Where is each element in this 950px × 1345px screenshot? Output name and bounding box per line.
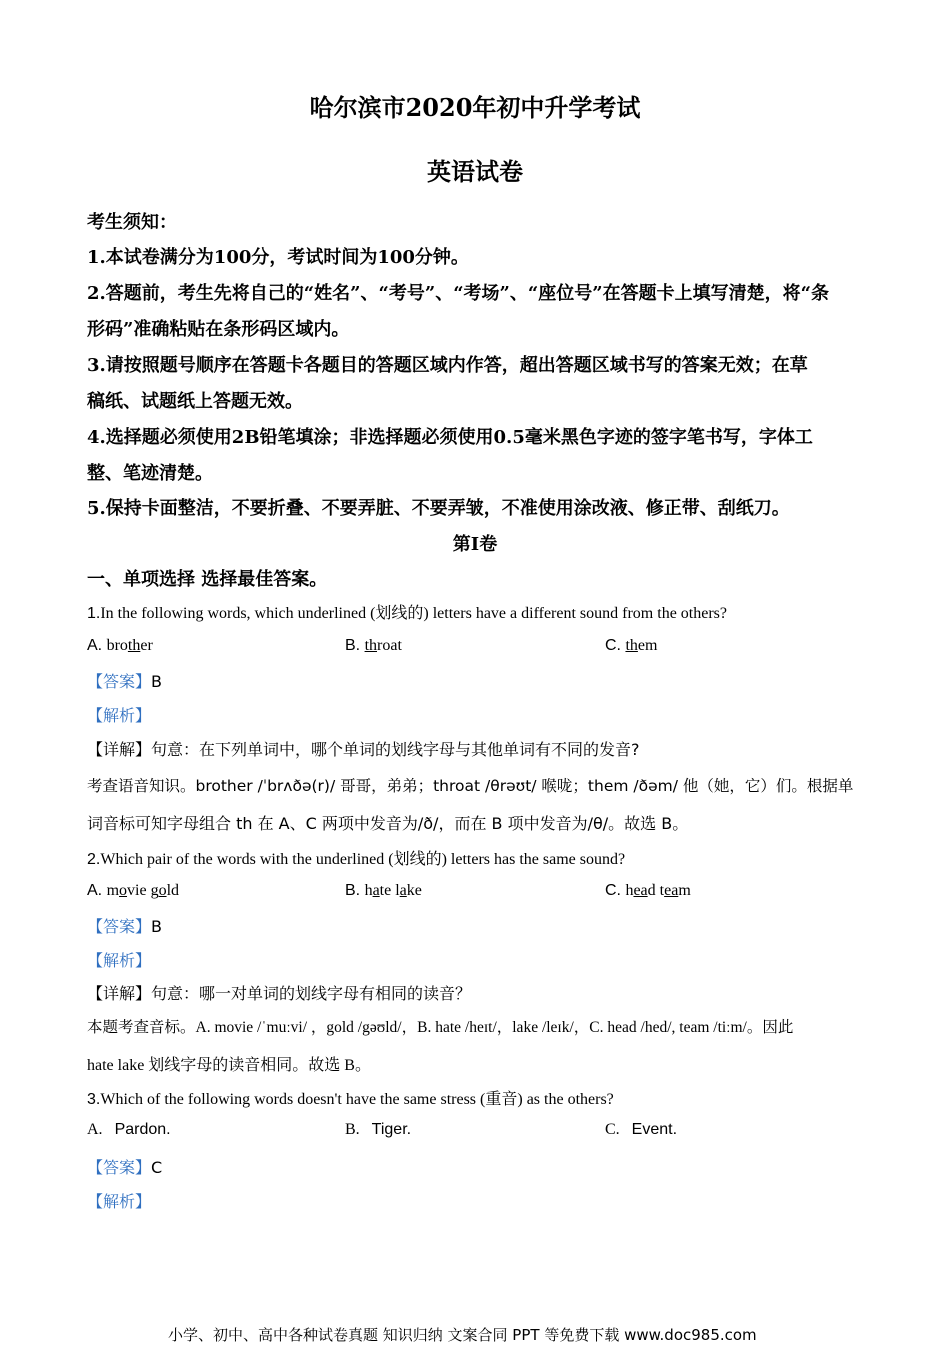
q1-analysis-tag: 【解析】	[87, 706, 152, 725]
exam-title: 哈尔滨市2020年初中升学考试	[309, 93, 641, 122]
q1-option-a: A. brother	[87, 637, 153, 654]
question-2	[87, 846, 625, 869]
question-text: Which pair of the words with the underlined (划线的) letters has the same sound?	[100, 851, 626, 868]
q3-analysis-tag: 【解析】	[87, 1192, 152, 1211]
q2-explanation-1: 本题考查音标。A. movie /ˈmuːvi/ ，gold /gəʊld/，B. hate /heɪt/，lake /leɪk/，C. head /hed/, team /tiːm/。因此	[87, 1019, 794, 1036]
question-number: 1.	[87, 605, 101, 622]
q1-answer: 【答案】B	[87, 672, 162, 691]
notice-item-2: 2.答题前，考生先将自己的“姓名”、“考号”、“考场”、“座位号”在答题卡上填写清楚，将“条	[87, 283, 829, 304]
q3-option-c: C. Event.	[605, 1121, 678, 1138]
footer-link-text[interactable]: 小学、初中、高中各种试卷真题 知识归纳 文案合同 PPT 等免费下载 www.doc985.com	[168, 1326, 757, 1344]
question-text: Which of the following words doesn't have the same stress (重音) as the others?	[100, 1091, 614, 1108]
q2-option-b: B. hate lake	[345, 882, 422, 899]
q3-option-b: B. Tiger.	[345, 1121, 412, 1138]
notice-item-1: 1.本试卷满分为100分，考试时间为100分钟。	[87, 247, 469, 268]
notice-item-3: 3.请按照题号顺序在答题卡各题目的答题区域内作答，超出答题区域书写的答案无效；在草	[87, 355, 808, 376]
q1-option-b: B. throat	[345, 637, 402, 654]
q1-option-c: C. them	[605, 637, 658, 654]
notice-item-5: 5.保持卡面整洁，不要折叠、不要弄脏、不要弄皱，不准使用涂改液、修正带、刮纸刀。	[87, 498, 790, 519]
notice-item-4: 4.选择题必须使用2B铅笔填涂；非选择题必须使用0.5毫米黑色字迹的签字笔书写，字体工	[87, 427, 813, 448]
q1-answer-value: B	[151, 672, 162, 691]
question-text: In the following words, which underlined (划线的) letters have a different sound from the others?	[100, 605, 727, 622]
question-number: 3.	[87, 1091, 101, 1108]
volume-heading: 第Ⅰ卷	[452, 534, 498, 555]
q1-explanation-2: 词音标可知字母组合 th 在 A、C 两项中发音为/ð/，而在 B 项中发音为/θ/。故选 B。	[87, 814, 689, 833]
question-number: 2.	[87, 851, 101, 868]
notice-item-4-cont: 整、笔迹清楚。	[87, 463, 213, 484]
q2-explanation-2: hate lake 划线字母的读音相同。故选 B。	[87, 1057, 371, 1074]
q2-option-a: A. movie gold	[87, 882, 180, 899]
question-3	[87, 1086, 614, 1109]
question-1	[87, 600, 727, 623]
q1-explanation-1: 考查语音知识。brother /ˈbrʌðə(r)/ 哥哥，弟弟；throat /θrəʊt/ 喉咙；them /ðəm/ 他（她，它）们。根据单	[87, 777, 854, 795]
q2-answer-value: B	[151, 917, 162, 936]
q2-answer: 【答案】B	[87, 917, 162, 936]
notice-heading: 考生须知：	[87, 212, 177, 233]
q3-answer: 【答案】C	[87, 1158, 163, 1177]
q2-analysis-tag: 【解析】	[87, 951, 152, 970]
notice-item-2-cont: 形码”准确粘贴在条形码区域内。	[87, 319, 350, 340]
q3-option-a: A. Pardon.	[87, 1121, 171, 1138]
notice-item-3-cont: 稿纸、试题纸上答题无效。	[87, 391, 303, 412]
q3-answer-value: C	[151, 1158, 163, 1177]
part-heading: 一、单项选择 选择最佳答案。	[87, 569, 328, 590]
q2-option-c: C. head team	[605, 882, 691, 899]
q1-detail: 【详解】句意：在下列单词中，哪个单词的划线字母与其他单词有不同的发音?	[87, 740, 640, 759]
q2-detail: 【详解】句意：哪一对单词的划线字母有相同的读音？	[87, 984, 472, 1003]
exam-subtitle: 英语试卷	[427, 157, 523, 186]
